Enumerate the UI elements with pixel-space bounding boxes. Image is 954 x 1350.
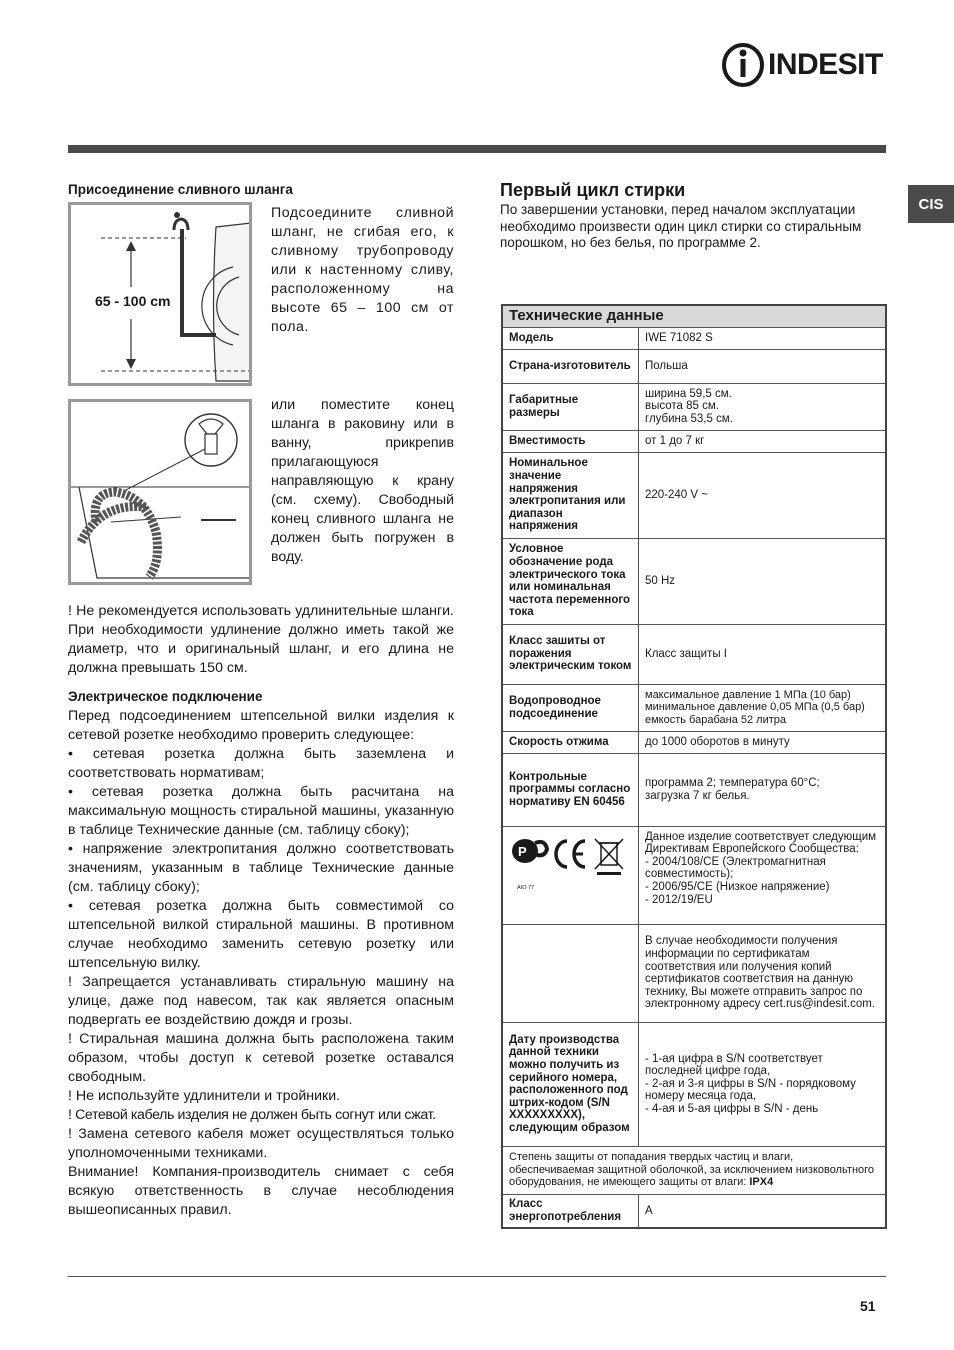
svg-text:P: P: [518, 843, 527, 859]
drain-sink-illustration: [68, 399, 252, 585]
ce-mark-icon: [556, 841, 585, 867]
table-row: [502, 349, 886, 383]
production-date-value: - 1-ая цифра в S/N соответствует последней цифре года, - 2-ая и 3-я цифры в S/N - порядковому номеру месяца года, - 4-ая и 5-ая цифры в S/N - день: [639, 1022, 887, 1146]
table-row: [502, 624, 886, 684]
table-row: [502, 1022, 886, 1146]
certification-marks: [502, 826, 639, 924]
spec-label: Водопроводное подсоединение: [502, 684, 639, 731]
header-rule: [68, 145, 886, 153]
pct-mark-icon: [512, 839, 547, 863]
tech-specs-title: Технические данные: [502, 305, 886, 327]
first-cycle-text: По завершении установки, перед началом эксплуатации необходимо произвести один цикл стирки со стиральным порошком, но без белья, по программе 2.: [500, 202, 862, 250]
certification-icons: [509, 835, 627, 879]
electrical-title: Электрическое подключение: [68, 689, 263, 704]
cis-tab: CIS: [908, 185, 954, 223]
electrical-paragraph: ! Не используйте удлинители и тройники.: [68, 1088, 341, 1104]
table-row: [502, 826, 886, 924]
spec-value: максимальное давление 1 МПа (10 бар) минимальное давление 0,05 МПа (0,5 бар) емкость барабана 52 литра: [639, 684, 887, 731]
indesit-logo-icon: [722, 40, 766, 88]
spec-value: до 1000 оборотов в минуту: [639, 731, 887, 753]
spec-label: Габаритные размеры: [502, 383, 639, 430]
spec-label: Номинальное значение напряжения электропитания или диапазон напряжения: [502, 452, 639, 538]
table-row: [502, 327, 886, 349]
directives-text: Данное изделие соответствует следующим Директивам Европейского Сообщества: - 2004/108/CE (Электромагнитная совместимость); - 2006/95/CE (Низкое напряжение) - 2012/19/EU: [639, 826, 887, 924]
table-row: [502, 924, 886, 1022]
spec-label: Модель: [502, 327, 639, 349]
height-range-label: 65 - 100 cm: [95, 293, 171, 309]
footer-rule: [68, 1276, 886, 1277]
production-date-label: Дату производства данной техники можно получить из серийного номера, расположенного под штрих-кодом (S/N XXXXXXXXX), следующим образом: [502, 1022, 639, 1146]
table-row: [502, 430, 886, 452]
table-row: [502, 1146, 886, 1194]
energy-class-label: Класс энергопотребления: [502, 1194, 639, 1228]
electrical-paragraph: • сетевая розетка должна быть совместимой со штепсельной вилкой стиральной машины. В противном случае необходимо заменить сетевую розетку или штепсельную вилку.: [68, 898, 454, 971]
first-cycle-title: Первый цикл стирки: [500, 180, 686, 200]
spec-value: Класс защиты I: [639, 624, 887, 684]
empty-cell: [502, 924, 639, 1022]
spec-value: программа 2; температура 60°С; загрузка 7 кг белья.: [639, 753, 887, 826]
electrical-paragraph: ! Сетевой кабель изделия не должен быть согнут или сжат.: [68, 1107, 436, 1123]
table-row: [502, 684, 886, 731]
electrical-paragraph: • напряжение электропитания должно соответствовать значениям, указанным в таблице Технические данные (см. таблицу сбоку);: [68, 841, 454, 895]
spec-label: Контрольные программы согласно нормативу EN 60456: [502, 753, 639, 826]
electrical-paragraph: • сетевая розетка должна быть расчитана на максимальную мощность стиральной машины, указанную в таблице Технические данные (см. таблицу сбоку);: [68, 784, 454, 838]
electrical-paragraph: ! Замена сетевого кабеля может осуществляться только уполномоченными техниками.: [68, 1126, 454, 1161]
spec-label: Класс зашиты от поражения электрическим током: [502, 624, 639, 684]
brand-name: INDESIT: [768, 48, 883, 81]
spec-value: от 1 до 7 кг: [639, 430, 887, 452]
electrical-paragraph: Внимание! Компания-производитель снимает с себя всякую ответственность в случае несоблюдения вышеописанных правил.: [68, 1164, 454, 1218]
table-row: [502, 538, 886, 624]
table-row: [502, 383, 886, 430]
protection-class: [502, 1146, 886, 1194]
drain-sink-diagram: [71, 402, 249, 582]
spec-value: ширина 59,5 см. высота 85 см. глубина 53,5 см.: [639, 383, 887, 430]
drain-title: Присоединение сливного шланга: [68, 182, 293, 197]
spec-value: Польша: [639, 349, 887, 383]
table-row: [502, 753, 886, 826]
extension-hose-warning: ! Не рекомендуется использовать удлинительные шланги. При необходимости удлинение должно иметь такой же диаметр, что и оригинальный шланг, и его длина не должна превышать 150 см.: [68, 603, 454, 676]
electrical-paragraph: • сетевая розетка должна быть заземлена и соответствовать нормативам;: [68, 746, 454, 781]
spec-label: Вместимость: [502, 430, 639, 452]
spec-value: 220-240 V ~: [639, 452, 887, 538]
electrical-paragraph: ! Запрещается устанавливать стиральную машину на улице, даже под навесом, так как является опасным подвергать ее воздействию дождя и грозы.: [68, 974, 454, 1028]
energy-class-value: A: [639, 1194, 887, 1228]
drain-text-2: или поместите конец шланга в раковину или в ванну, прикрепив прилагающуюся направляющую к крану (см. схему). Свободный конец сливного шланга не должен быть погружен в воду.: [271, 397, 454, 565]
certificates-text: В случае необходимости получения информации по сертификатам соответствия или получения копий сертификатов соответствия на данную технику, Вы можете отправить запрос по электронному адресу cert.rus@indesit.com.: [639, 924, 887, 1022]
page-number: 51: [860, 1298, 876, 1314]
weee-bin-icon: [595, 839, 623, 875]
drain-height-illustration: [68, 202, 252, 386]
tech-specs-table: [501, 304, 887, 1229]
spec-label: Скорость отжима: [502, 731, 639, 753]
spec-value: 50 Hz: [639, 538, 887, 624]
spec-value: IWE 71082 S: [639, 327, 887, 349]
spec-label: Страна-изготовитель: [502, 349, 639, 383]
electrical-paragraph: ! Стиральная машина должна быть расположена таким образом, чтобы доступ к сетевой розетке оставался свободным.: [68, 1031, 454, 1085]
protection-text: Степень защиты от попадания твердых частиц и влаги, обеспечиваемая защитной оболочкой, за исключением низковольтного оборудования, не имеющего защиты от влаги:: [509, 1151, 875, 1189]
table-row: [502, 452, 886, 538]
table-row: [502, 731, 886, 753]
drain-text-1: Подсоедините сливной шланг, не сгибая его, к сливному трубопроводу или к настенному сливу, расположенному на высоте 65 – 100 см от пола.: [271, 205, 454, 335]
electrical-paragraph: Перед подсоединением штепсельной вилки изделия к сетевой розетке необходимо проверить следующее:: [68, 708, 454, 743]
indesit-logo: [722, 40, 892, 90]
cert-code: AIO 77: [517, 885, 535, 892]
protection-code: IPX4: [749, 1176, 774, 1189]
table-row: [502, 1194, 886, 1228]
spec-label: Условное обозначение рода электрического тока или номинальная частота переменного тока: [502, 538, 639, 624]
electrical-text: [68, 707, 454, 1220]
